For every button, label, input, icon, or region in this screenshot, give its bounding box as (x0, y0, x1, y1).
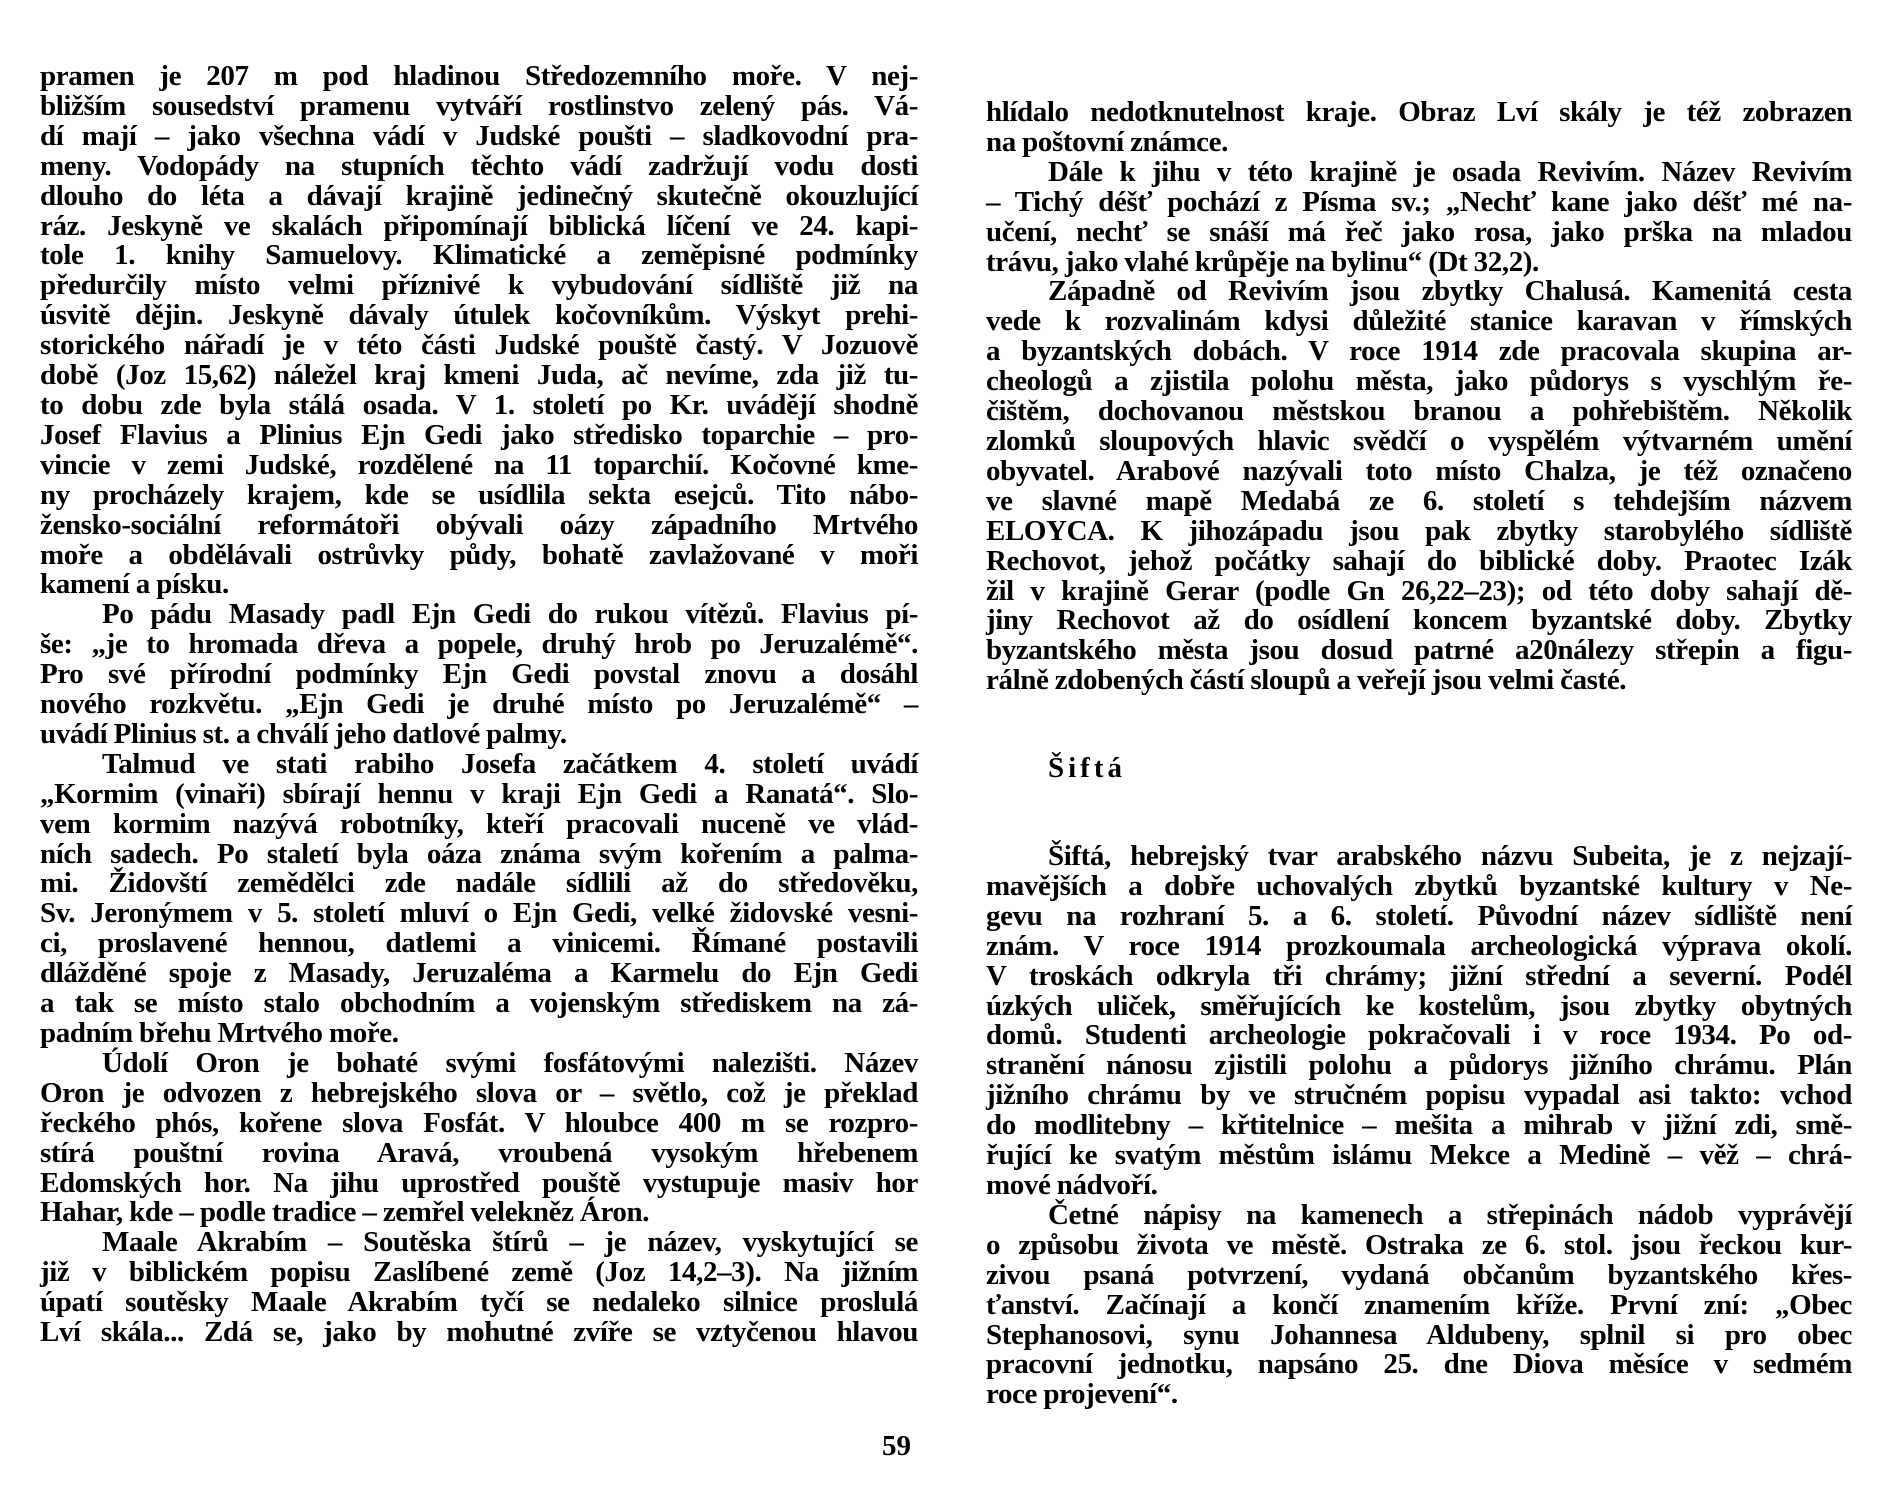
text-line: domů. Studenti archeologie pokračovali i v roce 1934. Po od- (986, 1019, 1852, 1052)
text-line: znám. V roce 1914 prozkoumala archeologická výprava okolí. (986, 929, 1852, 962)
text-line: úpatí soutěsky Maale Akrabím tyčí se nedaleko silnice proslulá (40, 1286, 918, 1319)
text-line: meny. Vodopády na stupních těchto vádí zadržují vodu dosti (40, 149, 918, 182)
text-line: a byzantských dobách. V roce 1914 zde pracovala skupina ar- (986, 335, 1852, 368)
text-line: Četné nápisy na kamenech a střepinách nádob vyprávějí (1048, 1198, 1852, 1231)
text-line: moře a obdělávali ostrůvky půdy, bohatě zavlažované v moři (40, 538, 918, 571)
text-line: Údolí Oron je bohaté svými fosfátovými nalezišti. Název (102, 1046, 918, 1079)
text-line: ních sadech. Po staletí byla oáza známa svým kořením a palma- (40, 837, 918, 870)
text-line: Po pádu Masady padl Ejn Gedi do rukou vítězů. Flavius pí- (102, 598, 918, 631)
text-line: žil v krajině Gerar (podle Gn 26,22–23); od této doby sahají dě- (986, 574, 1852, 607)
text-line: zivou psaná potvrzení, vydaná občanům byzantského křes- (986, 1258, 1852, 1291)
text-line: padním břehu Mrtvého moře. (40, 1017, 399, 1049)
text-line: gevu na rozhraní 5. a 6. století. Původní název sídliště není (986, 899, 1852, 932)
text-line: še: „je to hromada dřeva a popele, druhý hrob po Jeruzalémě“. (40, 628, 918, 661)
left-page-column (40, 62, 918, 1348)
text-line: Pro své přírodní podmínky Ejn Gedi povstal znovu a dosáhl (40, 658, 918, 691)
text-line: pramen je 207 m pod hladinou Středozemního moře. V nej- (40, 60, 918, 92)
text-line: jižního chrámu by ve stručném popisu vypadal asi takto: vchod (986, 1079, 1852, 1112)
text-line: rálně zdobených částí sloupů a veřejí jsou velmi časté. (986, 664, 1627, 697)
text-line: Oron je odvozen z hebrejského slova or – světlo, což je překlad (40, 1076, 918, 1109)
text-line: pracovní jednotku, napsáno 25. dne Diova měsíce v sedmém (986, 1348, 1852, 1381)
text-line: na poštovní známce. (986, 125, 1228, 158)
text-line: do modlitebny – křtitelnice – mešita a mihrab v jižní zdi, smě- (986, 1109, 1852, 1142)
text-line: vede k rozvalinám kdysi důležité stanice karavan v římských (986, 305, 1852, 338)
text-line: čištěm, dochovanou městskou branou a pohřebištěm. Několik (986, 395, 1852, 428)
text-line: storického nářadí je v této části Judské pouště častý. V Jozuově (40, 329, 918, 362)
text-line: byzantského města jsou dosud patrné a20nálezy střepin a figu- (986, 634, 1852, 667)
text-line: Talmud ve stati rabiho Josefa začátkem 4. století uvádí (102, 747, 918, 780)
text-line: to dobu zde byla stálá osada. V 1. století po Kr. uvádějí shodně (40, 388, 918, 421)
text-line: roce projevení“. (986, 1378, 1178, 1411)
text-line: Maale Akrabím – Soutěska štírů – je název, vyskytující se (102, 1226, 918, 1259)
text-line: již v biblickém popisu Zaslíbené země (Joz 14,2–3). Na jižním (40, 1256, 918, 1289)
text-line: ny procházely krajem, kde se usídlila sekta esejců. Tito nábo- (40, 478, 918, 511)
page-number: 59 (882, 1430, 911, 1462)
text-line: dí mají – jako všechna vádí v Judské poušti – sladkovodní pra- (40, 119, 918, 152)
text-line: hlídalo nedotknutelnost kraje. Obraz Lví skály je též zobrazen (986, 96, 1852, 128)
text-line: Rechovot, jehož počátky sahají do biblické doby. Praotec Izák (986, 544, 1852, 577)
text-line: kamení a písku. (40, 568, 229, 601)
text-line: Lví skála... Zdá se, jako by mohutné zvíře se vztyčenou hlavou (40, 1316, 918, 1349)
section-heading: Šiftá (1048, 752, 1126, 785)
text-line: dlouho do léta a dávají krajině jedinečný skutečně okouzlující (40, 179, 918, 212)
text-line: Edomských hor. Na jihu uprostřed pouště vystupuje masiv hor (40, 1166, 918, 1199)
text-line: tole 1. knihy Samuelovy. Klimatické a zeměpisné podmínky (40, 239, 918, 272)
text-line: vem kormim nazývá robotníky, kteří pracovali nuceně ve vlád- (40, 807, 918, 840)
text-line: bližším sousedství pramenu vytváří rostlinstvo zelený pás. Vá- (40, 89, 918, 122)
text-line: Stephanosovi, synu Johannesa Aldubeny, splnil si pro obec (986, 1318, 1852, 1351)
text-line: stranění nánosu zjistili polohu a půdorys jižního chrámu. Plán (986, 1049, 1852, 1082)
text-line: Dále k jihu v této krajině je osada Revivím. Název Revivím (1048, 155, 1852, 188)
text-line: dlážděné spoje z Masady, Jeruzaléma a Karmelu do Ejn Gedi (40, 957, 918, 990)
text-line: o způsobu života ve městě. Ostraka ze 6. stol. jsou řeckou kur- (986, 1228, 1852, 1261)
text-line: Sv. Jeronýmem v 5. století mluví o Ejn Gedi, velké židovské vesni- (40, 897, 918, 930)
text-line: nového rozkvětu. „Ejn Gedi je druhé místo po Jeruzalémě“ – (40, 688, 918, 721)
text-line: jiny Rechovot až do osídlení koncem byzantské doby. Zbytky (986, 604, 1852, 637)
right-page-column (986, 98, 1852, 1410)
text-line: ťanství. Začínají a končí znamením kříže. První zní: „Obec (986, 1288, 1852, 1321)
text-line: předurčily místo velmi příznivé k vybudování sídliště již na (40, 269, 918, 302)
text-line: – Tichý déšť pochází z Písma sv.; „Nechť kane jako déšť mé na- (986, 185, 1852, 218)
text-line: zlomků sloupových hlavic svědčí o vyspělém výtvarném umění (986, 424, 1852, 457)
text-line: řující ke svatým městům islámu Mekce a Medině – věž – chrá- (986, 1139, 1852, 1172)
text-line: stírá pouštní rovina Aravá, vroubená vysokým hřebenem (40, 1136, 918, 1169)
text-line: ve slavné mapě Medabá ze 6. století s tehdejším názvem (986, 484, 1852, 517)
text-line: řeckého phós, kořene slova Fosfát. V hloubce 400 m se rozpro- (40, 1106, 918, 1139)
text-line: ci, proslavené hennou, datlemi a vinicemi. Římané postavili (40, 927, 918, 960)
text-line: Šiftá, hebrejský tvar arabského názvu Subeita, je z nejzají- (1048, 840, 1852, 873)
text-line: Hahar, kde – podle tradice – zemřel velekněz Áron. (40, 1196, 650, 1229)
text-line: době (Joz 15,62) náležel kraj kmeni Juda, ač nevíme, zda již tu- (40, 359, 918, 392)
text-line: ELOYCA. K jihozápadu jsou pak zbytky starobylého sídliště (986, 514, 1852, 547)
text-line: žensko-sociální reformátoři obývali oázy západního Mrtvého (40, 508, 918, 541)
text-line: V troskách odkryla tři chrámy; jižní střední a severní. Podél (986, 959, 1852, 992)
text-line: mavějších a dobře uchovalých zbytků byzantské kultury v Ne- (986, 869, 1852, 902)
text-line: „Kormim (vinaři) sbírají hennu v kraji Ejn Gedi a Ranatá“. Slo- (40, 777, 918, 810)
text-line: Josef Flavius a Plinius Ejn Gedi jako středisko toparchie – pro- (40, 418, 918, 451)
text-line: úzkých uliček, směřujících ke kostelům, jsou zbytky obytných (986, 989, 1852, 1022)
text-line: trávu, jako vlahé krůpěje na bylinu“ (Dt 32,2). (986, 245, 1539, 278)
text-line: Západně od Revivím jsou zbytky Chalusá. Kamenitá cesta (1048, 275, 1852, 308)
text-line: mi. Židovští zemědělci zde nadále sídlili až do středověku, (40, 867, 918, 900)
text-line: cheologů a zjistila polohu města, jako půdorys s vyschlým ře- (986, 365, 1852, 398)
text-line: vincie v zemi Judské, rozdělené na 11 toparchií. Kočovné kme- (40, 448, 918, 481)
text-line: úsvitě dějin. Jeskyně dávaly útulek kočovníkům. Výskyt prehi- (40, 299, 918, 332)
text-line: uvádí Plinius st. a chválí jeho datlové palmy. (40, 717, 567, 750)
text-line: učení, nechť se snáší má řeč jako rosa, jako prška na mladou (986, 215, 1852, 248)
text-line: obyvatel. Arabové nazývali toto místo Chalza, je též označeno (986, 454, 1852, 487)
right-column-bottom-text (986, 842, 1852, 1410)
text-line: ráz. Jeskyně ve skalách připomínají biblická líčení ve 24. kapi- (40, 209, 918, 242)
text-line: a tak se místo stalo obchodním a vojenským střediskem na zá- (40, 987, 918, 1020)
right-column-top-text (986, 98, 1852, 696)
text-line: mové nádvoří. (986, 1169, 1158, 1201)
